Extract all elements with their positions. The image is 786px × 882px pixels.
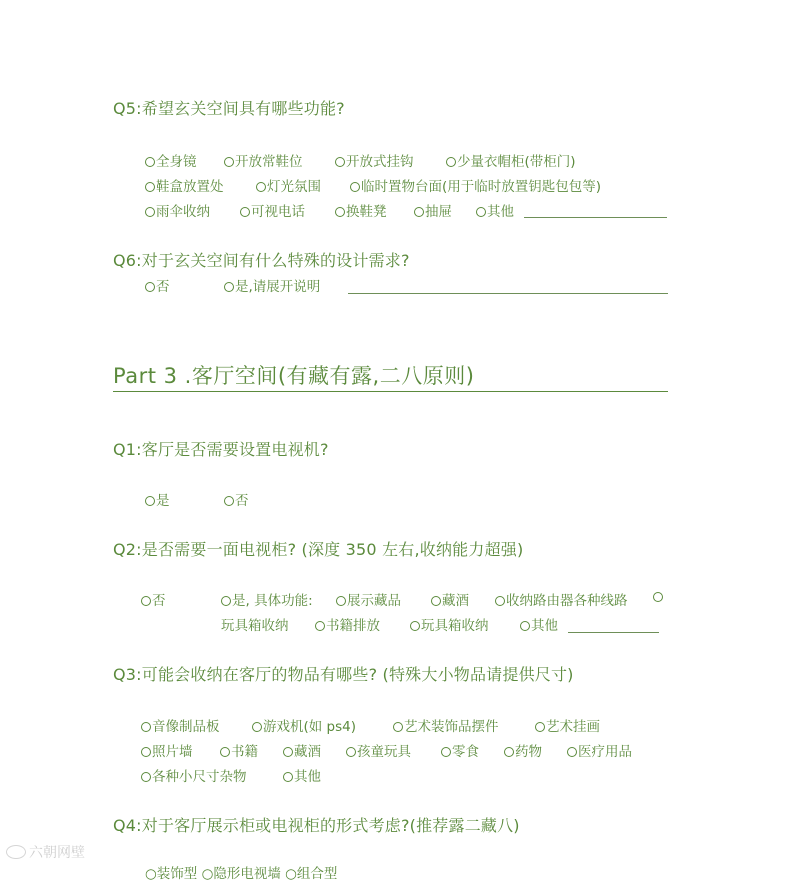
p3q3-option[interactable]: 艺术挂画 — [535, 715, 600, 735]
p3q1-option-yes[interactable]: 是 — [145, 489, 170, 509]
p3q1-option-no[interactable]: 否 — [224, 489, 249, 509]
p3q2-yes-option[interactable]: 玩具箱收纳 — [221, 618, 289, 634]
q5-option[interactable]: 其他 — [476, 200, 514, 220]
q5-option[interactable]: 换鞋凳 — [335, 200, 387, 220]
part3-rule — [113, 391, 668, 392]
radio-circle-icon — [141, 772, 151, 782]
q6-option-yes[interactable]: 是,请展开说明 — [224, 275, 320, 295]
q5-option[interactable]: 雨伞收纳 — [145, 200, 210, 220]
watermark-logo-icon — [6, 845, 26, 859]
radio-circle-icon — [414, 207, 424, 217]
p3q2-yes-option[interactable]: 展示藏品 — [336, 589, 401, 609]
radio-circle-icon — [145, 282, 155, 292]
radio-circle-icon — [336, 596, 346, 606]
radio-circle-icon — [145, 207, 155, 217]
p3q2-yes-option[interactable]: 其他 — [520, 614, 558, 634]
radio-circle-icon — [431, 596, 441, 606]
radio-circle-icon — [476, 207, 486, 217]
radio-circle-icon — [283, 772, 293, 782]
radio-circle-icon — [410, 621, 420, 631]
q5-option[interactable]: 可视电话 — [240, 200, 305, 220]
p3q3-option[interactable]: 游戏机(如 ps4) — [252, 715, 356, 735]
radio-circle-icon — [350, 182, 360, 192]
p3q3-option[interactable]: 音像制品板 — [141, 715, 220, 735]
p3q2-title: Q2:是否需要一面电视柜? (深度 350 左右,收纳能力超强) — [113, 540, 524, 559]
radio-circle-icon — [252, 722, 262, 732]
q6-explain-fill-line[interactable] — [348, 293, 668, 294]
p3q3-title: Q3:可能会收纳在客厅的物品有哪些? (特殊大小物品请提供尺寸) — [113, 665, 574, 684]
radio-circle-icon — [224, 157, 234, 167]
p3q3-option[interactable]: 药物 — [504, 740, 542, 760]
radio-circle-icon — [520, 621, 530, 631]
p3q3-option[interactable]: 医疗用品 — [567, 740, 632, 760]
radio-circle-icon — [141, 722, 151, 732]
radio-circle-icon — [283, 747, 293, 757]
radio-circle-icon — [256, 182, 266, 192]
part3-title: Part 3 .客厅空间(有藏有露,二八原则) — [113, 364, 475, 388]
q5-option[interactable]: 鞋盒放置处 — [145, 175, 224, 195]
p3q3-option[interactable]: 艺术装饰品摆件 — [393, 715, 499, 735]
p3q4-title: Q4:对于客厅展示柜或电视柜的形式考虑?(推荐露二藏八) — [113, 816, 520, 835]
radio-circle-icon — [335, 157, 345, 167]
radio-circle-icon — [346, 747, 356, 757]
radio-circle-icon — [240, 207, 250, 217]
radio-circle-icon — [535, 722, 545, 732]
p3q3-option[interactable]: 孩童玩具 — [346, 740, 411, 760]
q5-title: Q5:希望玄关空间具有哪些功能? — [113, 99, 345, 118]
radio-circle-icon — [315, 621, 325, 631]
p3q3-option[interactable]: 照片墙 — [141, 740, 193, 760]
radio-circle-icon — [504, 747, 514, 757]
p3q2-other-fill-line[interactable] — [568, 632, 659, 633]
radio-circle-icon — [145, 496, 155, 506]
radio-circle-icon — [224, 496, 234, 506]
q5-option[interactable]: 灯光氛围 — [256, 175, 321, 195]
radio-circle-icon — [335, 207, 345, 217]
p3q2-yes-option[interactable]: 书籍排放 — [315, 614, 380, 634]
radio-circle-icon — [446, 157, 456, 167]
p3q3-option[interactable]: 书籍 — [220, 740, 258, 760]
p3q2-trailing-option[interactable] — [653, 589, 664, 605]
p3q2-option-no[interactable]: 否 — [141, 589, 166, 609]
q5-option[interactable]: 临时置物台面(用于临时放置钥匙包包等) — [350, 175, 601, 195]
p3q2-option-yes[interactable]: 是, 具体功能: — [221, 589, 313, 609]
watermark: 六朝网壁 — [6, 842, 85, 862]
radio-circle-icon — [441, 747, 451, 757]
p3q3-option[interactable]: 其他 — [283, 765, 321, 785]
radio-circle-icon — [141, 596, 151, 606]
q5-option[interactable]: 抽屉 — [414, 200, 452, 220]
radio-circle-icon — [495, 596, 505, 606]
radio-circle-icon — [567, 747, 577, 757]
p3q3-option[interactable]: 各种小尺寸杂物 — [141, 765, 247, 785]
q5-option[interactable]: 开放式挂钩 — [335, 150, 414, 170]
p3q3-option[interactable]: 零食 — [441, 740, 479, 760]
radio-circle-icon — [224, 282, 234, 292]
radio-circle-icon — [141, 747, 151, 757]
q5-option[interactable]: 全身镜 — [145, 150, 197, 170]
p3q2-yes-option[interactable]: 玩具箱收纳 — [410, 614, 489, 634]
p3q2-yes-option[interactable]: 藏酒 — [431, 589, 469, 609]
radio-circle-icon — [145, 182, 155, 192]
q6-title: Q6:对于玄关空间有什么特殊的设计需求? — [113, 251, 410, 270]
q5-option[interactable]: 开放常鞋位 — [224, 150, 303, 170]
radio-circle-icon — [221, 596, 231, 606]
radio-circle-icon — [393, 722, 403, 732]
q6-option-no[interactable]: 否 — [145, 275, 170, 295]
radio-circle-icon — [653, 592, 663, 602]
q5-other-fill-line[interactable] — [524, 217, 667, 218]
p3q2-yes-option[interactable]: 收纳路由器各种线路 — [495, 589, 628, 609]
p3q4-options-cut-off: ○装饰型 ○隐形电视墙 ○组合型 — [145, 866, 338, 882]
radio-circle-icon — [220, 747, 230, 757]
p3q1-title: Q1:客厅是否需要设置电视机? — [113, 440, 329, 459]
p3q3-option[interactable]: 藏酒 — [283, 740, 321, 760]
radio-circle-icon — [145, 157, 155, 167]
q5-option[interactable]: 少量衣帽柜(带柜门) — [446, 150, 576, 170]
